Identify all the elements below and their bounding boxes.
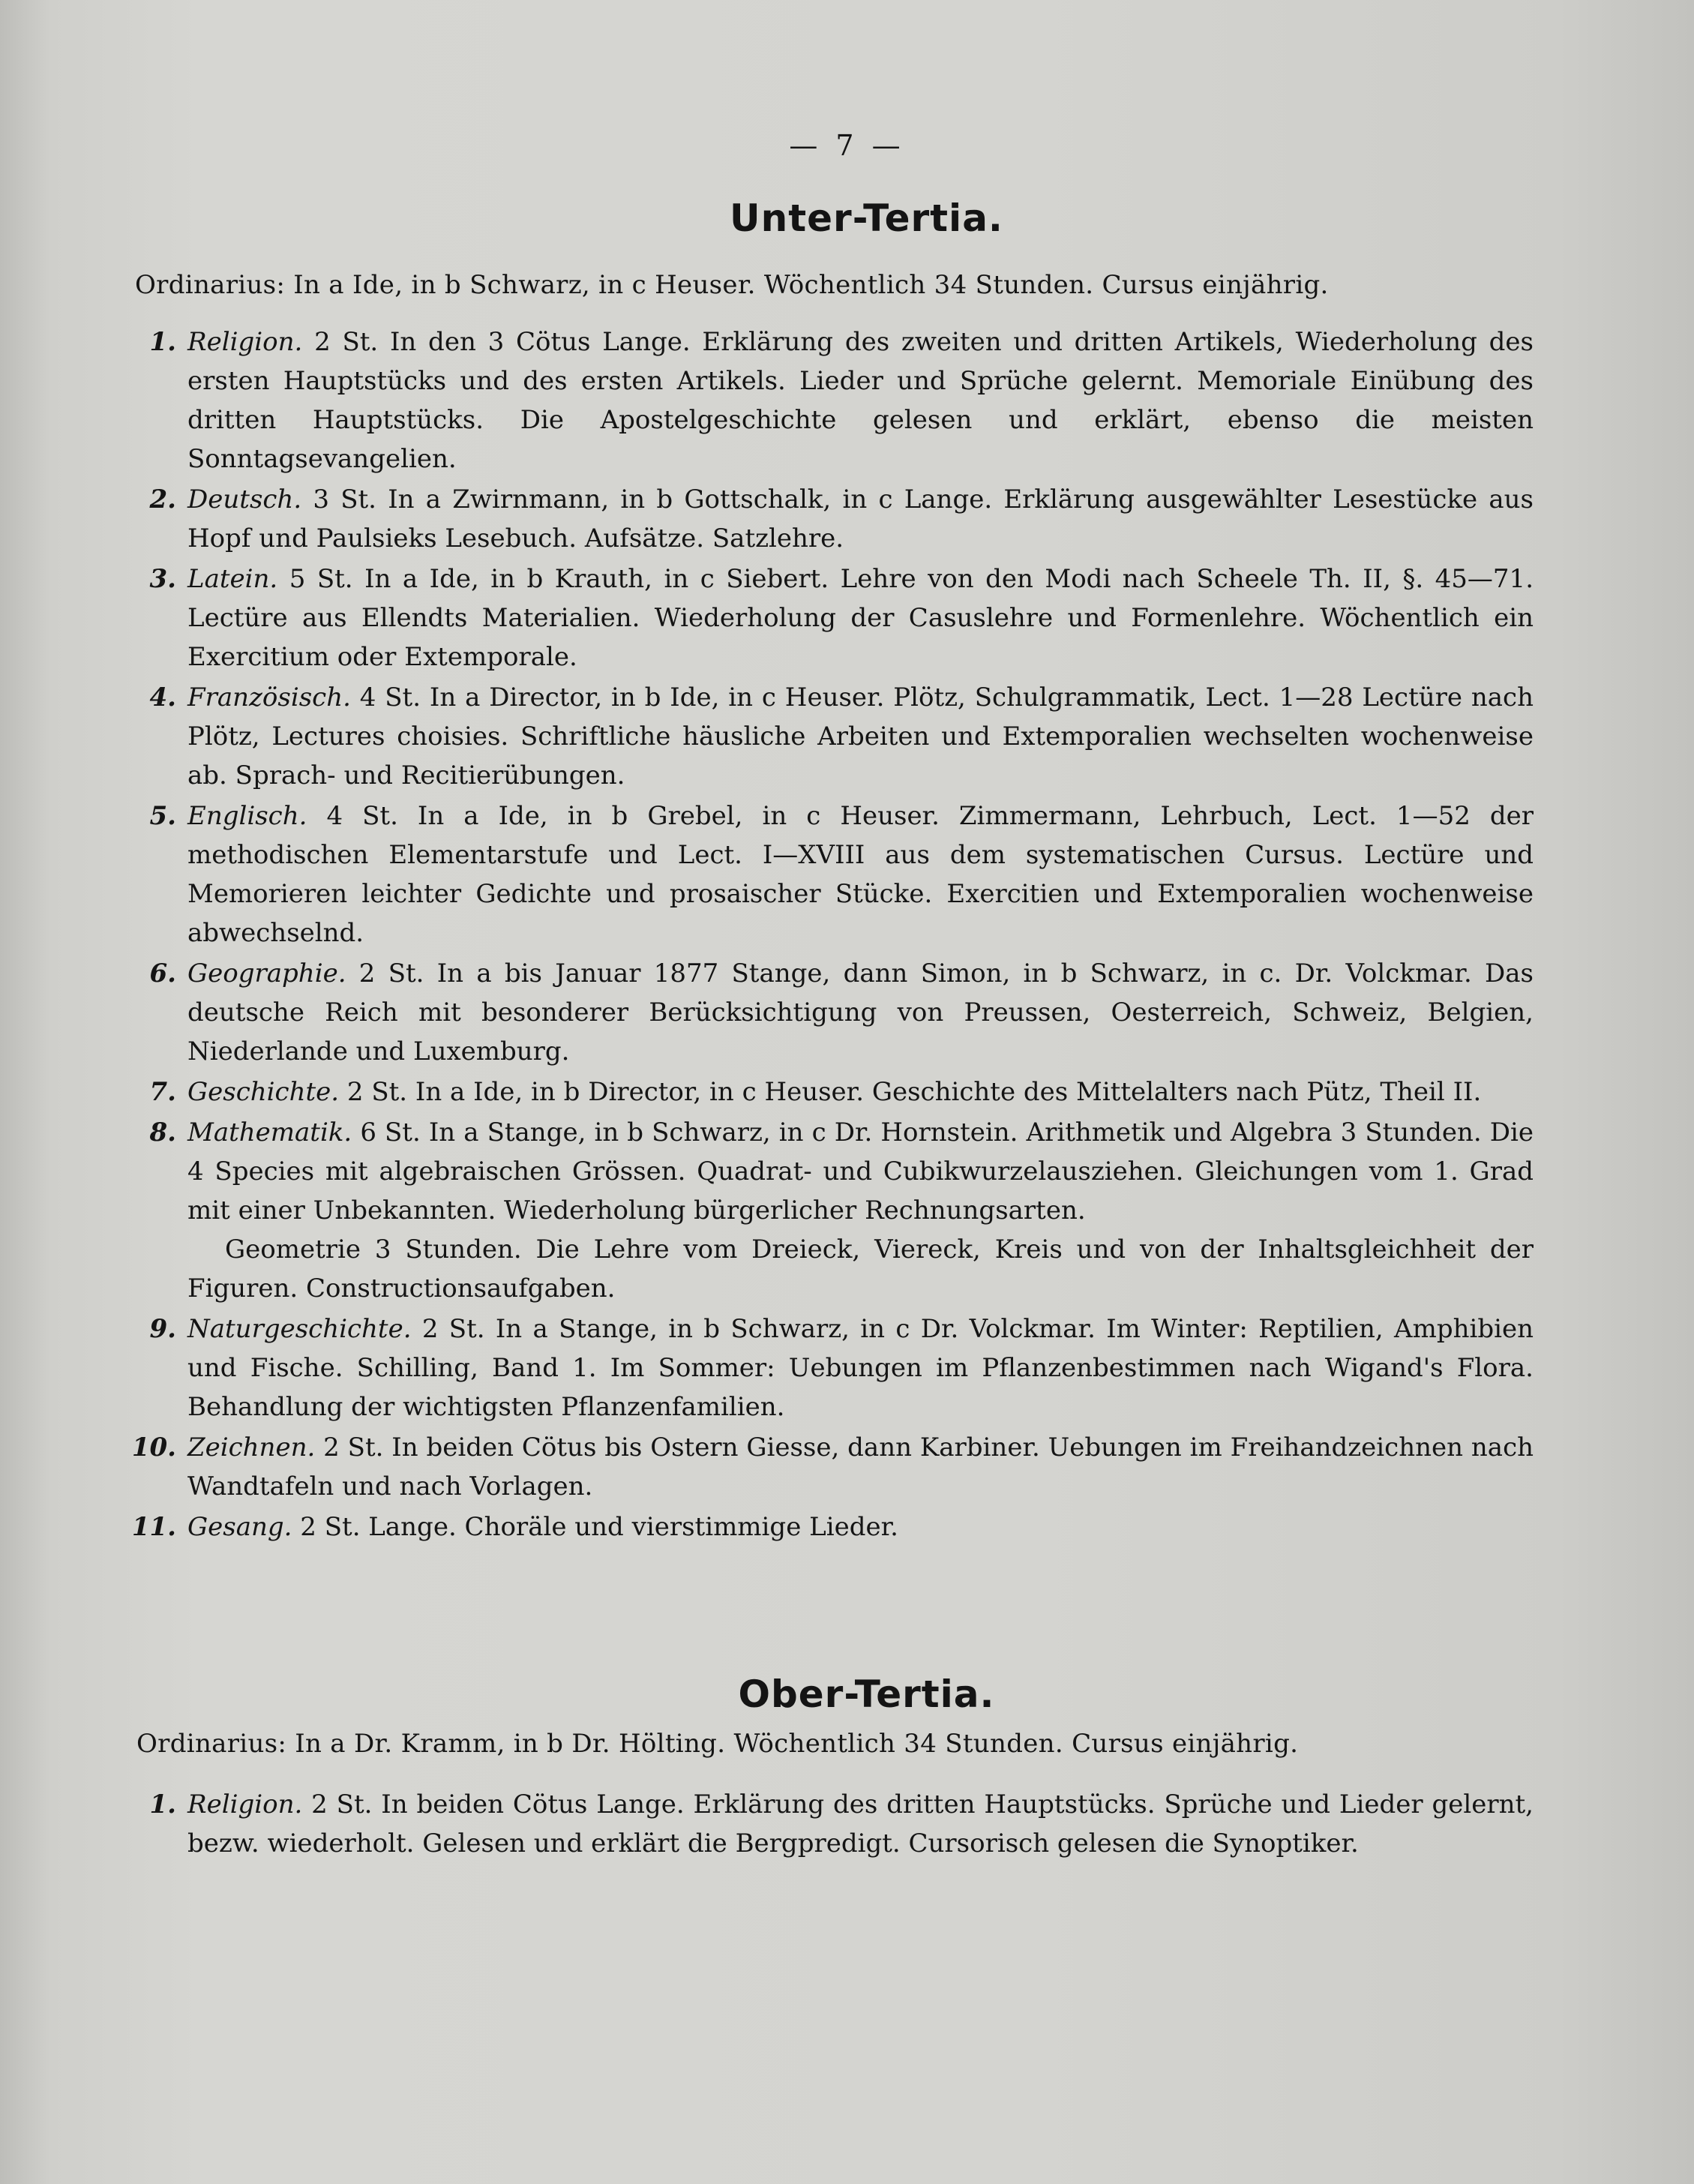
entry-number: 2. [149, 484, 176, 514]
subject-name: Naturgeschichte. [187, 1314, 412, 1344]
subject-text: 2 St. In beiden Cötus bis Ostern Giesse, dann Karbiner. Uebungen im Freihandzeichnen nach Wandtafeln und nach Vorlagen. [187, 1432, 1534, 1502]
entry-number: 1. [149, 327, 176, 357]
subject-text: 2 St. In den 3 Cötus Lange. Erklärung des zweiten und dritten Artikels, Wiederholung des ersten Hauptstücks und des ersten Artikels. Lieder und Sprüche gelernt. Memoriale Einübung des dritten Hauptstücks. Die Apostelgeschichte gelesen und erklärt, ebenso die meisten Sonntagsevangelien. [187, 327, 1534, 474]
subject-text: 2 St. In a bis Januar 1877 Stange, dann Simon, in b Schwarz, in c. Dr. Volckmar. Das deutsche Reich mit besonderer Berücksichtigung von Preussen, Oesterreich, Schweiz, Belgien, Niederlande und Luxemburg. [187, 958, 1534, 1066]
subject-text: 2 St. In a Stange, in b Schwarz, in c Dr. Volckmar. Im Winter: Reptilien, Amphibien und Fische. Schilling, Band 1. Im Sommer: Uebungen im Pflanzenbestimmen nach Wigand's Flora. Behandlung der wichtigsten Pflanzenfamilien. [187, 1314, 1534, 1422]
subject-entry-englisch [105, 796, 1534, 952]
section-title-ober-tertia: Ober-Tertia. [738, 1672, 995, 1716]
subject-entry-geschichte [105, 1072, 1534, 1112]
subject-name: Geschichte. [187, 1077, 340, 1107]
entry-number: 3. [149, 564, 176, 594]
subject-name: Religion. [187, 327, 303, 357]
section-title-unter-tertia: Unter-Tertia. [730, 196, 1003, 240]
entry-number: 1. [149, 1790, 176, 1820]
subject-entry-religion [105, 1785, 1534, 1863]
subject-name: Deutsch. [187, 484, 302, 514]
entry-number: 10. [131, 1432, 176, 1462]
subject-entry-religion [105, 322, 1534, 478]
subject-entry-gesang [105, 1508, 1534, 1546]
ordinarius-ober-tertia: Ordinarius: In a Dr. Kramm, in b Dr. Hölting. Wöchentlich 34 Stunden. Cursus einjährig. [136, 1729, 1299, 1759]
subject-text: 2 St. In a Ide, in b Director, in c Heuser. Geschichte des Mittelalters nach Pütz, Theil II. [346, 1077, 1482, 1107]
subject-name: Latein. [187, 564, 278, 594]
subject-entry-geographie [105, 954, 1534, 1071]
entry-number: 6. [149, 958, 176, 988]
subject-name: Religion. [187, 1790, 303, 1820]
ordinarius-unter-tertia: Ordinarius: In a Ide, in b Schwarz, in c Heuser. Wöchentlich 34 Stunden. Cursus einjährig. [135, 270, 1329, 300]
subject-text: 4 St. In a Director, in b Ide, in c Heuser. Plötz, Schulgrammatik, Lect. 1—28 Lectüre nach Plötz, Lectures choisies. Schriftliche häusliche Arbeiten und Extemporalien wechselten wochenweise ab. Sprach- und Recitierübungen. [187, 682, 1534, 790]
entry-number: 5. [149, 801, 176, 831]
subject-text: 2 St. Lange. Choräle und vierstimmige Lieder. [300, 1512, 898, 1542]
subject-list-unter-tertia [105, 322, 1534, 1548]
subject-entry-deutsch [105, 480, 1534, 558]
subject-entry-zeichnen [105, 1428, 1534, 1506]
subject-list-ober-tertia [105, 1785, 1534, 1864]
subject-text: 2 St. In beiden Cötus Lange. Erklärung des dritten Hauptstücks. Sprüche und Lieder gelernt, bezw. wiederholt. Gelesen und erklärt die Bergpredigt. Cursorisch gelesen die Synoptiker. [187, 1790, 1534, 1858]
subject-text: 4 St. In a Ide, in b Grebel, in c Heuser. Zimmermann, Lehrbuch, Lect. 1—52 der methodischen Elementarstufe und Lect. I—XVIII aus dem systematischen Cursus. Lectüre und Memorieren leichter Gedichte und prosaischer Stücke. Exercitien und Extemporalien wochenweise abwechselnd. [187, 801, 1534, 948]
subject-text: 5 St. In a Ide, in b Krauth, in c Siebert. Lehre von den Modi nach Scheele Th. II, §. 45—71. Lectüre aus Ellendts Materialien. Wiederholung der Casuslehre und Formenlehre. Wöchentlich ein Exercitium oder Extemporale. [187, 564, 1534, 672]
entry-number: 8. [149, 1118, 176, 1148]
entry-number: 4. [149, 682, 176, 712]
subject-name: Mathematik. [187, 1118, 352, 1148]
entry-number: 11. [131, 1512, 176, 1542]
entry-number: 7. [149, 1077, 176, 1107]
subject-text-continuation: Geometrie 3 Stunden. Die Lehre vom Dreieck, Viereck, Kreis und von der Inhaltsgleichheit der Figuren. Constructionsaufgaben. [187, 1234, 1534, 1304]
entry-number: 9. [149, 1314, 176, 1344]
page-number: — 7 — [789, 129, 905, 162]
subject-name: Französisch. [187, 682, 351, 712]
subject-entry-franzoesisch [105, 678, 1534, 795]
subject-text: 6 St. In a Stange, in b Schwarz, in c Dr. Hornstein. Arithmetik und Algebra 3 Stunden. Die 4 Species mit algebraischen Grössen. Quadrat- und Cubikwurzelausziehen. Gleichungen vom 1. Grad mit einer Unbekannten. Wiederholung bürgerlicher Rechnungsarten. [187, 1118, 1534, 1226]
subject-entry-naturgeschichte [105, 1310, 1534, 1426]
subject-text: 3 St. In a Zwirnmann, in b Gottschalk, in c Lange. Erklärung ausgewählter Lesestücke aus Hopf und Paulsieks Lesebuch. Aufsätze. Satzlehre. [187, 484, 1534, 554]
subject-name: Geographie. [187, 958, 346, 988]
subject-entry-latein [105, 560, 1534, 676]
subject-name: Gesang. [187, 1512, 292, 1542]
subject-name: Zeichnen. [187, 1432, 316, 1462]
subject-name: Englisch. [187, 801, 307, 831]
subject-entry-mathematik [105, 1113, 1534, 1308]
